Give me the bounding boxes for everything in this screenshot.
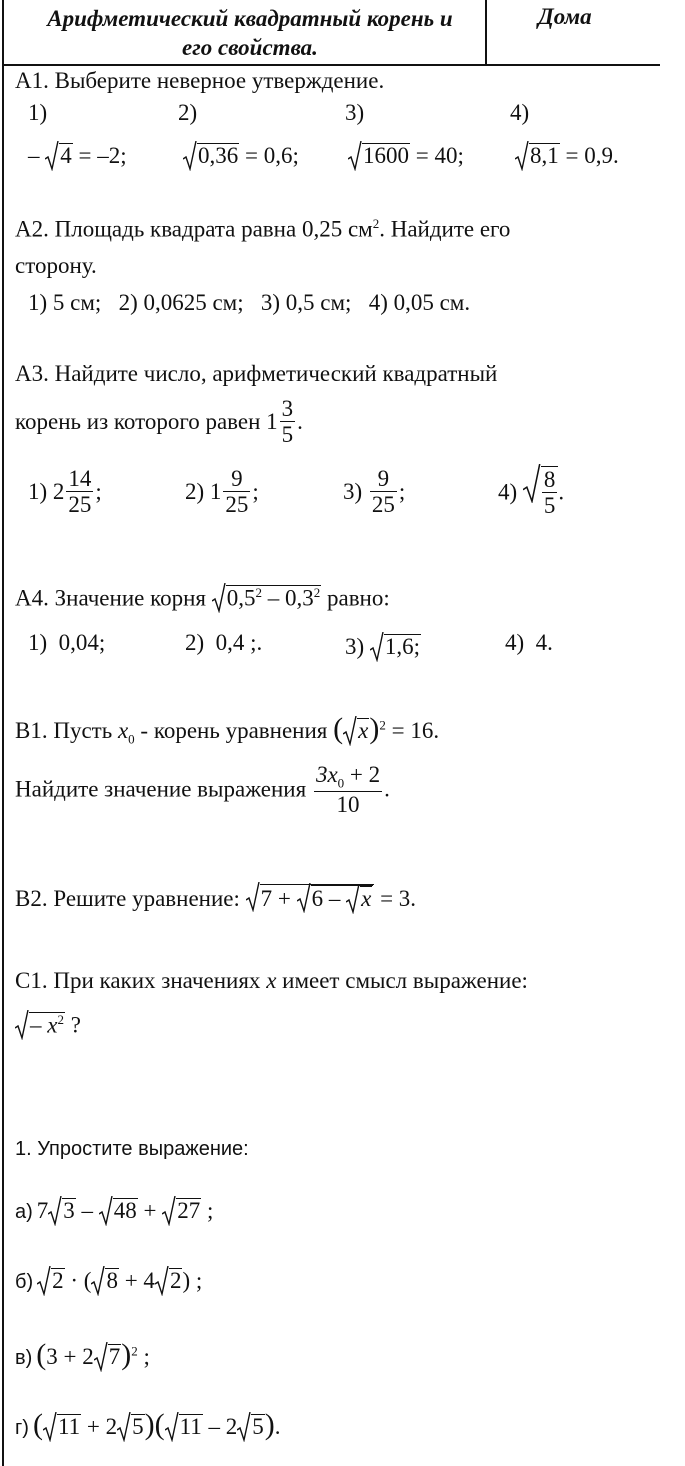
a1-option-label-1: 1): [28, 100, 48, 125]
a1-option-label-4: 4): [510, 100, 530, 125]
task1-item-c: в) (3 + 2 7)$^2$ ;: [15, 1338, 150, 1371]
a4-option-4: 4) 4.: [505, 630, 553, 655]
task1-item-a: а) 7 3 – 48 + 27 ;: [15, 1198, 214, 1223]
a1-option-4: 8,1 = 0,9.: [515, 143, 619, 169]
a4-option-3: 3) 1,6;: [345, 634, 421, 659]
b1-line1: В1. Пусть $x_0$ - корень уравнения ( x)$^2$ = 16.: [15, 712, 440, 747]
a1-option-label-3: 3): [345, 100, 365, 125]
a2-question-line2: сторону.: [15, 253, 97, 278]
a2-options: 1) 5 см; 2) 0,0625 см; 3) 0,5 см; 4) 0,05 см.: [28, 290, 471, 315]
table-left-border: [2, 0, 4, 1466]
a4-option-1: 1) 0,04;: [28, 630, 106, 655]
a3-option-2: 2) 1 $\frac{9}{25}$ ;: [185, 466, 259, 518]
a3-mixed-fraction: $\frac{3}{5}$: [281, 396, 294, 448]
a2-question-line1: А2. Площадь квадрата равна 0,25 $см^2$. Найдите его: [15, 216, 511, 242]
a3-mixed-whole: 1: [266, 408, 278, 434]
a3-question-line2: корень из которого равен 1 $\frac{3}{5}$ .: [15, 396, 303, 448]
c1-expression: – $x^2$ ?: [15, 1012, 81, 1039]
a3-option-1: 1) 2 $\frac{14}{25}$ ;: [28, 466, 102, 518]
table-column-divider: [485, 0, 487, 64]
a3-question-line1: А3. Найдите число, арифметический квадратный: [15, 361, 498, 386]
b1-fraction: $\frac{3x_0 + 2}{10}$: [315, 762, 381, 817]
a1-option-label-2: 2): [178, 100, 198, 125]
a1-option-1: – 4 = –2;: [28, 143, 127, 168]
a1-question: А1. Выберите неверное утверждение.: [15, 68, 385, 93]
a1-option-3: 1600 = 40;: [348, 143, 464, 169]
worksheet-title: Арифметический квадратный корень и его свойства.: [47, 6, 453, 60]
b2-line: В2. Решите уравнение: 7 + 6 – x = 3.: [15, 884, 416, 912]
task1-title: 1. Упростите выражение:: [15, 1138, 249, 1160]
task1-item-b: б) 2 · ( 8 + 4 2) ;: [15, 1268, 203, 1293]
b1-line2: Найдите значение выражения $\frac{3x_0 + 2}{10}$ .: [15, 762, 390, 817]
a3-option-3: 3) $\frac{9}{25}$ ;: [343, 466, 406, 518]
home-column-header: Дома: [538, 4, 592, 29]
a1-option-2: 0,36 = 0,6;: [183, 143, 299, 169]
a4-option-2: 2) 0,4 ;.: [185, 630, 263, 655]
a4-question: А4. Значение корня $0,5^2 - 0,3^2$ равно:: [15, 585, 390, 611]
a3-question-text: корень из которого равен: [15, 408, 261, 434]
header-bottom-border: [2, 64, 660, 66]
task1-item-d: г) ( 11 + 2 5)( 11 – 2 5).: [15, 1408, 281, 1441]
a3-option-4: 4) $\frac{8}{5}$ .: [498, 466, 564, 519]
c1-line1: С1. При каких значениях x имеет смысл выражение:: [15, 968, 528, 993]
